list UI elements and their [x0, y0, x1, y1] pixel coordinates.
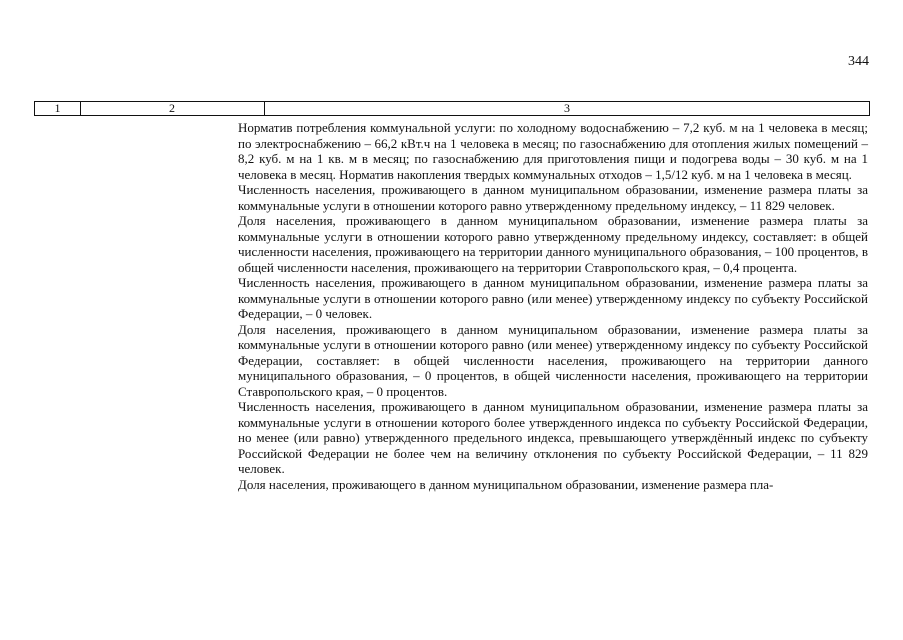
- paragraph-consumption-norm: Норматив потребления коммунальной услуги: по холодному водоснабжению – 7,2 куб. м на 1 человека в месяц; по электроснабжению – 66,2 кВт.ч на 1 человека в месяц; по газоснабжению для отопления жилых помещений – 8,2 куб. м на 1 кв. м в месяц; по газоснабжению для приготовления пищи и подогрева воды – 30 куб. м на 1 человека в месяц. Норматив накопления твердых коммунальных отходов – 1,5/12 куб. м на 1 человека в месяц.: [238, 120, 868, 182]
- paragraph-share-below-index: Доля населения, проживающего в данном муниципальном образовании, изменение размера платы за коммунальные услуги в отношении которого равно (или менее) утвержденному индексу по субъекту Российской Федерации, составляет: в общей численности населения, проживающего на территории данного муниципального образования, – 0 процентов, в общей численности населения, проживающего на территории Ставропольского края, – 0 процентов.: [238, 321, 868, 399]
- paragraph-share-truncated: Доля населения, проживающего в данном муниципальном образовании, изменение размера пла-: [238, 476, 774, 492]
- column-header-2: 2: [80, 102, 265, 115]
- paragraph-share-equal-limit: Доля населения, проживающего в данном муниципальном образовании, изменение размера платы за коммунальные услуги в отношении которого равно утвержденному предельному индексу, составляет: в общей численности населения, проживающего на территории данного муниципального образования, – 100 процентов, в общей численности населения, проживающего на территории Ставропольского края, – 0,4 процента.: [238, 213, 868, 275]
- paragraph-population-above-index: Численность населения, проживающего в данном муниципальном образовании, изменение размера платы за коммунальные услуги в отношении которого более утвержденного индекса по субъекту Российской Федерации, но менее (или равно) утвержденного предельного индекса, превышающего утверждённый индекс по субъекту Российской Федерации не более чем на величину отклонения по субъекту Российской Федерации, – 11 829 человек.: [238, 399, 868, 476]
- column-header-row: [34, 101, 870, 116]
- column-3-content: [238, 120, 868, 492]
- paragraph-population-equal-limit: Численность населения, проживающего в данном муниципальном образовании, изменение размера платы за коммунальные услуги в отношении которого равно утвержденному предельному индексу, – 11 829 человек.: [238, 182, 868, 213]
- column-header-1: 1: [35, 102, 81, 115]
- column-header-3: 3: [564, 101, 570, 115]
- page-number: 344: [848, 54, 869, 69]
- paragraph-population-below-index: Численность населения, проживающего в данном муниципальном образовании, изменение размера платы за коммунальные услуги в отношении которого равно (или менее) утвержденному индексу по субъекту Российской Федерации, – 0 человек.: [238, 275, 868, 321]
